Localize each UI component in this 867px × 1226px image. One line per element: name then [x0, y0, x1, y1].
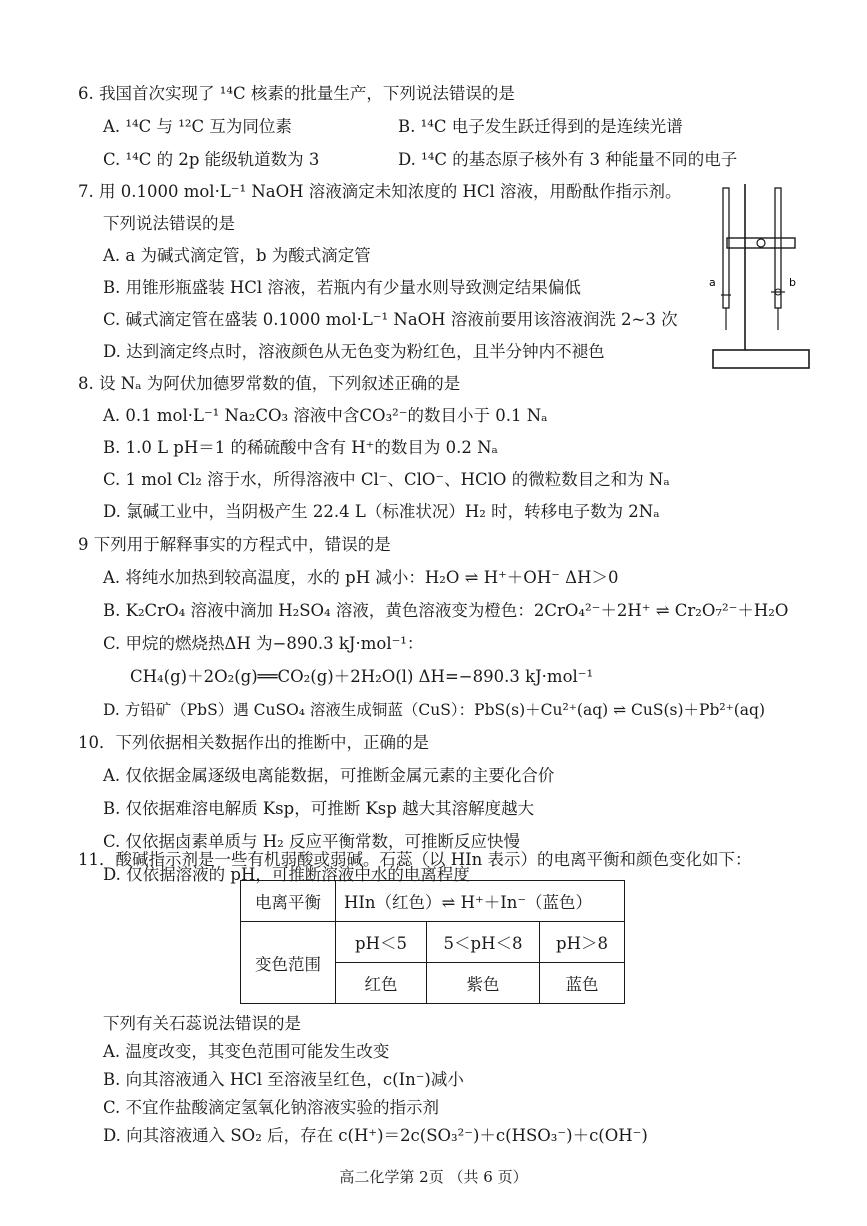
- q6-option-d: D. ¹⁴C 的基态原子核外有 3 种能量不同的电子: [398, 150, 738, 169]
- q8-option-b: B. 1.0 L pH＝1 的稀硫酸中含有 H⁺的数目为 0.2 Nₐ: [103, 438, 498, 457]
- q11-option-a: A. 温度改变，其变色范围可能发生改变: [103, 1042, 390, 1061]
- table-color-1: 红色: [336, 963, 427, 1004]
- table-head-equilibrium: 电离平衡: [241, 881, 336, 922]
- q9-stem: 9 下列用于解释事实的方程式中，错误的是: [78, 535, 391, 554]
- q11-option-c: C. 不宜作盐酸滴定氢氧化钠溶液实验的指示剂: [103, 1098, 440, 1117]
- q11-option-d: D. 向其溶液通入 SO₂ 后，存在 c(H⁺)＝2c(SO₃²⁻)＋c(HSO₃⁻)＋c(OH⁻): [103, 1126, 648, 1145]
- q8-option-c: C. 1 mol Cl₂ 溶于水，所得溶液中 Cl⁻、ClO⁻、HClO 的微粒数目之和为 Nₐ: [103, 470, 670, 489]
- q9-option-a: A. 将纯水加热到较高温度，水的 pH 减小：H₂O ⇌ H⁺＋OH⁻ ΔH＞0: [103, 568, 619, 587]
- q6-option-a: A. ¹⁴C 与 ¹²C 互为同位素: [103, 117, 292, 136]
- table-range-3: pH＞8: [540, 922, 625, 963]
- q9-option-d: D. 方铅矿（PbS）遇 CuSO₄ 溶液生成铜蓝（CuS）：PbS(s)＋Cu²⁺(aq) ⇌ CuS(s)＋Pb²⁺(aq): [103, 701, 766, 719]
- q8-stem: 8. 设 Nₐ 为阿伏加德罗常数的值，下列叙述正确的是: [78, 374, 461, 393]
- q6-option-b: B. ¹⁴C 电子发生跃迁得到的是连续光谱: [398, 117, 683, 136]
- q10-option-c: C. 仅依据卤素单质与 H₂ 反应平衡常数，可推断反应快慢: [103, 832, 521, 851]
- q11-stem-2: 下列有关石蕊说法错误的是: [103, 1014, 301, 1033]
- table-range-2: 5＜pH＜8: [427, 922, 540, 963]
- burette-label-b: b: [789, 276, 796, 289]
- q9-option-c: C. 甲烷的燃烧热ΔH 为−890.3 kJ·mol⁻¹：: [103, 634, 424, 653]
- page-footer: 高二化学第 2页 （共 6 页）: [339, 1168, 528, 1186]
- q7-option-c: C. 碱式滴定管在盛装 0.1000 mol·L⁻¹ NaOH 溶液前要用该溶液润洗 2~3 次: [103, 310, 678, 329]
- q10-option-d: D. 仅依据溶液的 pH，可推断溶液中水的电离程度: [103, 865, 470, 884]
- q9-option-c-equation: CH₄(g)＋2O₂(g)══CO₂(g)＋2H₂O(l) ΔH=−890.3 kJ·mol⁻¹: [130, 667, 594, 686]
- table-color-3: 蓝色: [540, 963, 625, 1004]
- table-color-2: 紫色: [427, 963, 540, 1004]
- q6-option-c: C. ¹⁴C 的 2p 能级轨道数为 3: [103, 150, 320, 169]
- table-head-range: 变色范围: [241, 922, 336, 1004]
- q7-option-b: B. 用锥形瓶盛装 HCl 溶液，若瓶内有少量水则导致测定结果偏低: [103, 278, 581, 297]
- q7-stem: 7. 用 0.1000 mol·L⁻¹ NaOH 溶液滴定未知浓度的 HCl 溶液，用酚酞作指示剂。: [78, 182, 682, 201]
- q8-option-a: A. 0.1 mol·L⁻¹ Na₂CO₃ 溶液中含CO₃²⁻的数目小于 0.1 Nₐ: [103, 406, 548, 425]
- table-equilibrium-value: HIn（红色）⇌ H⁺＋In⁻（蓝色）: [336, 881, 625, 922]
- q7-option-d: D. 达到滴定终点时，溶液颜色从无色变为粉红色，且半分钟内不褪色: [103, 342, 605, 361]
- q9-option-b: B. K₂CrO₄ 溶液中滴加 H₂SO₄ 溶液，黄色溶液变为橙色：2CrO₄²⁻＋2H⁺ ⇌ Cr₂O₇²⁻＋H₂O: [103, 601, 789, 620]
- q8-option-d: D. 氯碱工业中，当阴极产生 22.4 L（标准状况）H₂ 时，转移电子数为 2Nₐ: [103, 502, 660, 521]
- q11-stem: 11．酸碱指示剂是一些有机弱酸或弱碱。石蕊（以 HIn 表示）的电离平衡和颜色变化如下：: [78, 850, 752, 869]
- q6-stem: 6. 我国首次实现了 ¹⁴C 核素的批量生产，下列说法错误的是: [78, 84, 515, 103]
- q10-option-b: B. 仅依据难溶电解质 Ksp，可推断 Ksp 越大其溶解度越大: [103, 799, 535, 818]
- burette-label-a: a: [709, 276, 716, 289]
- litmus-table: [240, 880, 625, 1004]
- q7-stem-2: 下列说法错误的是: [103, 214, 235, 233]
- q10-option-a: A. 仅依据金属逐级电离能数据，可推断金属元素的主要化合价: [103, 766, 555, 785]
- q11-option-b: B. 向其溶液通入 HCl 至溶液呈红色，c(In⁻)减小: [103, 1070, 464, 1089]
- table-range-1: pH＜5: [336, 922, 427, 963]
- titration-apparatus-illustration: [705, 180, 817, 375]
- q10-stem: 10．下列依据相关数据作出的推断中，正确的是: [78, 733, 429, 752]
- q7-option-a: A. a 为碱式滴定管，b 为酸式滴定管: [103, 246, 371, 265]
